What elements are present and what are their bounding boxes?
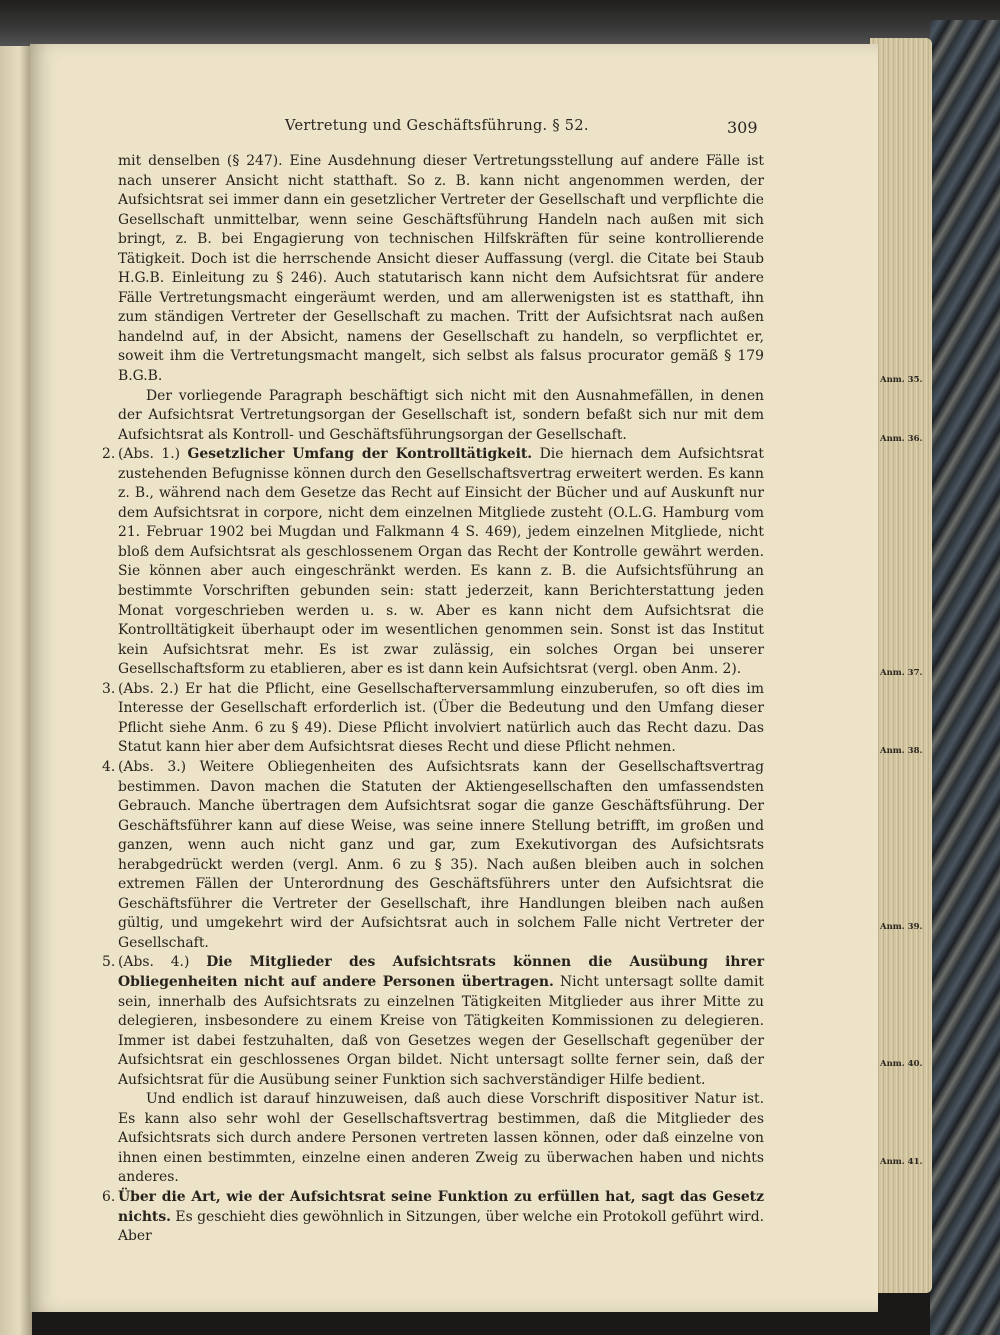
body-text [102, 152, 923, 1247]
bold-heading-text: Über die Art, wie der Aufsichtsrat seine Funktion zu erfüllen hat, sagt das Gesetz nichts. [118, 1188, 764, 1225]
paragraph [102, 1188, 765, 1247]
margin-note: Anm. 38. [880, 746, 923, 756]
page-number: 309 [727, 118, 758, 137]
section-number: 2. [102, 446, 116, 463]
bold-heading-text: Die Mitglieder des Aufsichtsrats können die Ausübung ihrer Obliegenheiten nicht auf andere Personen übertragen. [118, 954, 765, 990]
paragraph-text: Der vorliegende Paragraph beschäftigt sich nicht mit den Ausnahmefällen, in denen der Aufsichtsrat Vertretungsorgan der Gesellschaft ist, sondern befaßt sich nur mit dem Aufsichtsrat als Kontroll- und Geschäftsführungsorgan der Gesellschaft. [118, 387, 764, 443]
paragraph-text: Es geschieht dies gewöhnlich in Sitzungen, über welche ein Protokoll geführt wird. Aber [118, 1208, 765, 1245]
margin-note: Anm. 37. [880, 668, 923, 678]
paragraph [118, 152, 764, 387]
facing-page-edge [0, 46, 32, 1335]
paragraph-text: (Abs. 3.) Weitere Obliegenheiten des Aufsichtsrats kann der Gesellschaftsvertrag bestimmen. Davon machen die Statuten der Aktiengesellschaften den umfassendsten Gebrauch. Manche übertragen dem Aufsichtsrat sogar die ganze Geschäftsführung. Der Geschäftsführer kann auf diese Weise, was seine innere Stellung betrifft, im großen und ganzen, wenn auch nicht ganz und gar, zum Exekutivorgan des Aufsichtsrats herabgedrückt werden (vergl. Anm. 6 zu § 35). Nach außen bleiben auch in solchen extremen Fällen der Unterordnung des Geschäftsführers unter den Aufsichtsrat die Geschäftsführer die Vertreter der Gesellschaft, ihre Handlungen bleiben nach außen gültig, und umgekehrt wird der Aufsichtsrat auch in solchem Falle nicht Vertreter der Gesellschaft. [118, 758, 764, 951]
margin-note: Anm. 36. [880, 434, 923, 444]
margin-note: Anm. 41. [880, 1157, 923, 1167]
margin-note: Anm. 35. [880, 375, 923, 385]
section-number: 6. [102, 1188, 116, 1205]
paragraph-text: (Abs. 4.) [118, 954, 207, 971]
book-binding-top [0, 0, 1000, 48]
marbled-cover [930, 20, 1000, 1335]
paragraph [102, 953, 765, 1090]
margin-note: Anm. 39. [880, 922, 923, 932]
paragraph [118, 1090, 764, 1188]
paragraph-text: Und endlich ist darauf hinzuweisen, daß auch diese Vorschrift dispositiver Natur ist. Es kann also sehr wohl der Gesellschaftsvertrag bestimmen, daß die Mitglieder des Aufsichtsrats sich durch andere Personen vertreten lassen können, oder daß einzelne von ihnen einen bestimmten, einzelne einen anderen Zweig zu überwachen haben und nichts anderes. [118, 1091, 764, 1186]
paragraph-text: Nicht untersagt sollte damit sein, innerhalb des Aufsichtsrats zu einzelnen Tätigkeiten Mitglieder aus ihrer Mitte zu delegieren, insbesondere zu einem Kreise von Tätigkeiten Kommissionen zu delegieren. Immer ist dabei festzuhalten, daß von Gesetzes wegen der Gesellschaft gegenüber der Aufsichtsrat ein geschlossenes Organ bildet. Nicht untersagt sollte ferner sein, daß der Aufsichtsrat für die Ausübung seiner Funktion sich sachverständiger Hilfe bedient. [118, 973, 764, 1088]
section-number: 5. [102, 954, 116, 971]
running-title: Vertretung und Geschäftsführung. § 52. [285, 118, 589, 134]
paragraph-text: (Abs. 2.) Er hat die Pflicht, eine Gesellschafterversammlung einzuberufen, so oft dies im Interesse der Gesellschaft erforderlich ist. (Über die Bedeutung und den Umfang dieser Pflicht siehe Anm. 6 zu § 49). Diese Pflicht involviert natürlich auch das Recht dazu. Das Statut kann hier aber dem Aufsichtsrat dieses Recht und diese Pflicht nehmen. [118, 680, 764, 756]
paragraph [102, 445, 765, 680]
paragraph-text: (Abs. 1.) [118, 446, 188, 463]
paragraph-text: mit denselben (§ 247). Eine Ausdehnung dieser Vertretungsstellung auf andere Fälle ist nach unserer Ansicht nicht statthaft. So z. B. kann nicht angenommen werden, der Aufsichtsrat sei immer dann ein gesetzlicher Vertreter der Gesellschaft und verpflichte die Gesellschaft unmittelbar, wenn seine Geschäftsführung Handeln nach außen mit sich bringt, z. B. bei Engagierung von technischen Hilfskräften für seine kontrollierende Tätigkeit. Doch ist die herrschende Ansicht dieser Auffassung (vergl. die Citate bei Staub H.G.B. Einleitung zu § 246). Auch statutarisch kann nicht dem Aufsichtsrat für andere Fälle Vertretungsmacht eingeräumt werden, und am allerwenigsten ist es statthaft, ihn zum ständigen Vertreter der Gesellschaft zu machen. Tritt der Aufsichtsrat nach außen handelnd auf, in der Absicht, namens der Gesellschaft zu handeln, so verpflichtet er, soweit ihm die Vertretungsmacht mangelt, sich selbst als falsus procurator gemäß § 179 B.G.B. [118, 153, 764, 385]
page-header [30, 74, 878, 137]
section-number: 3. [102, 680, 116, 697]
paragraph-text: Die hiernach dem Aufsichtsrat zustehenden Befugnisse können durch den Gesellschaftsvertrag erweitert werden. Es kann z. B., während nach dem Gesetze das Recht auf Einsicht der Bücher und auf Auskunft nur dem Aufsichtsrat in corpore, nicht dem einzelnen Mitgliede zusteht (O.L.G. Hamburg vom 21. Februar 1902 bei Mugdan und Falkmann 4 S. 469), jedem einzelnen Mitgliede, nicht bloß dem Aufsichtsrat als geschlossenem Organ das Recht der Kontrolle gewährt werden. Sie können aber auch eingeschränkt werden. Es kann z. B. die Aufsichtsführung an bestimmte Vorschriften gebunden sein: statt jederzeit, kann Berichterstattung jeden Monat vorgeschrieben werden u. s. w. Aber es kann nicht dem Aufsichtsrat die Kontrolltätigkeit überhaupt oder im wesentlichen genommen sein. Sonst ist das Institut kein Aufsichtsrat mehr. Es ist zwar zulässig, ein solches Organ bei unserer Gesellschaftsform zu etablieren, aber es ist dann kein Aufsichtsrat (vergl. oben Anm. 2). [118, 446, 765, 678]
margin-note: Anm. 40. [880, 1059, 923, 1069]
bold-heading-text: Gesetzlicher Umfang der Kontrolltätigkeit. [187, 446, 533, 463]
paragraph-list [102, 152, 765, 1247]
paragraph [102, 680, 764, 758]
section-number: 4. [102, 758, 116, 775]
paragraph [118, 387, 764, 446]
paragraph [102, 758, 764, 953]
